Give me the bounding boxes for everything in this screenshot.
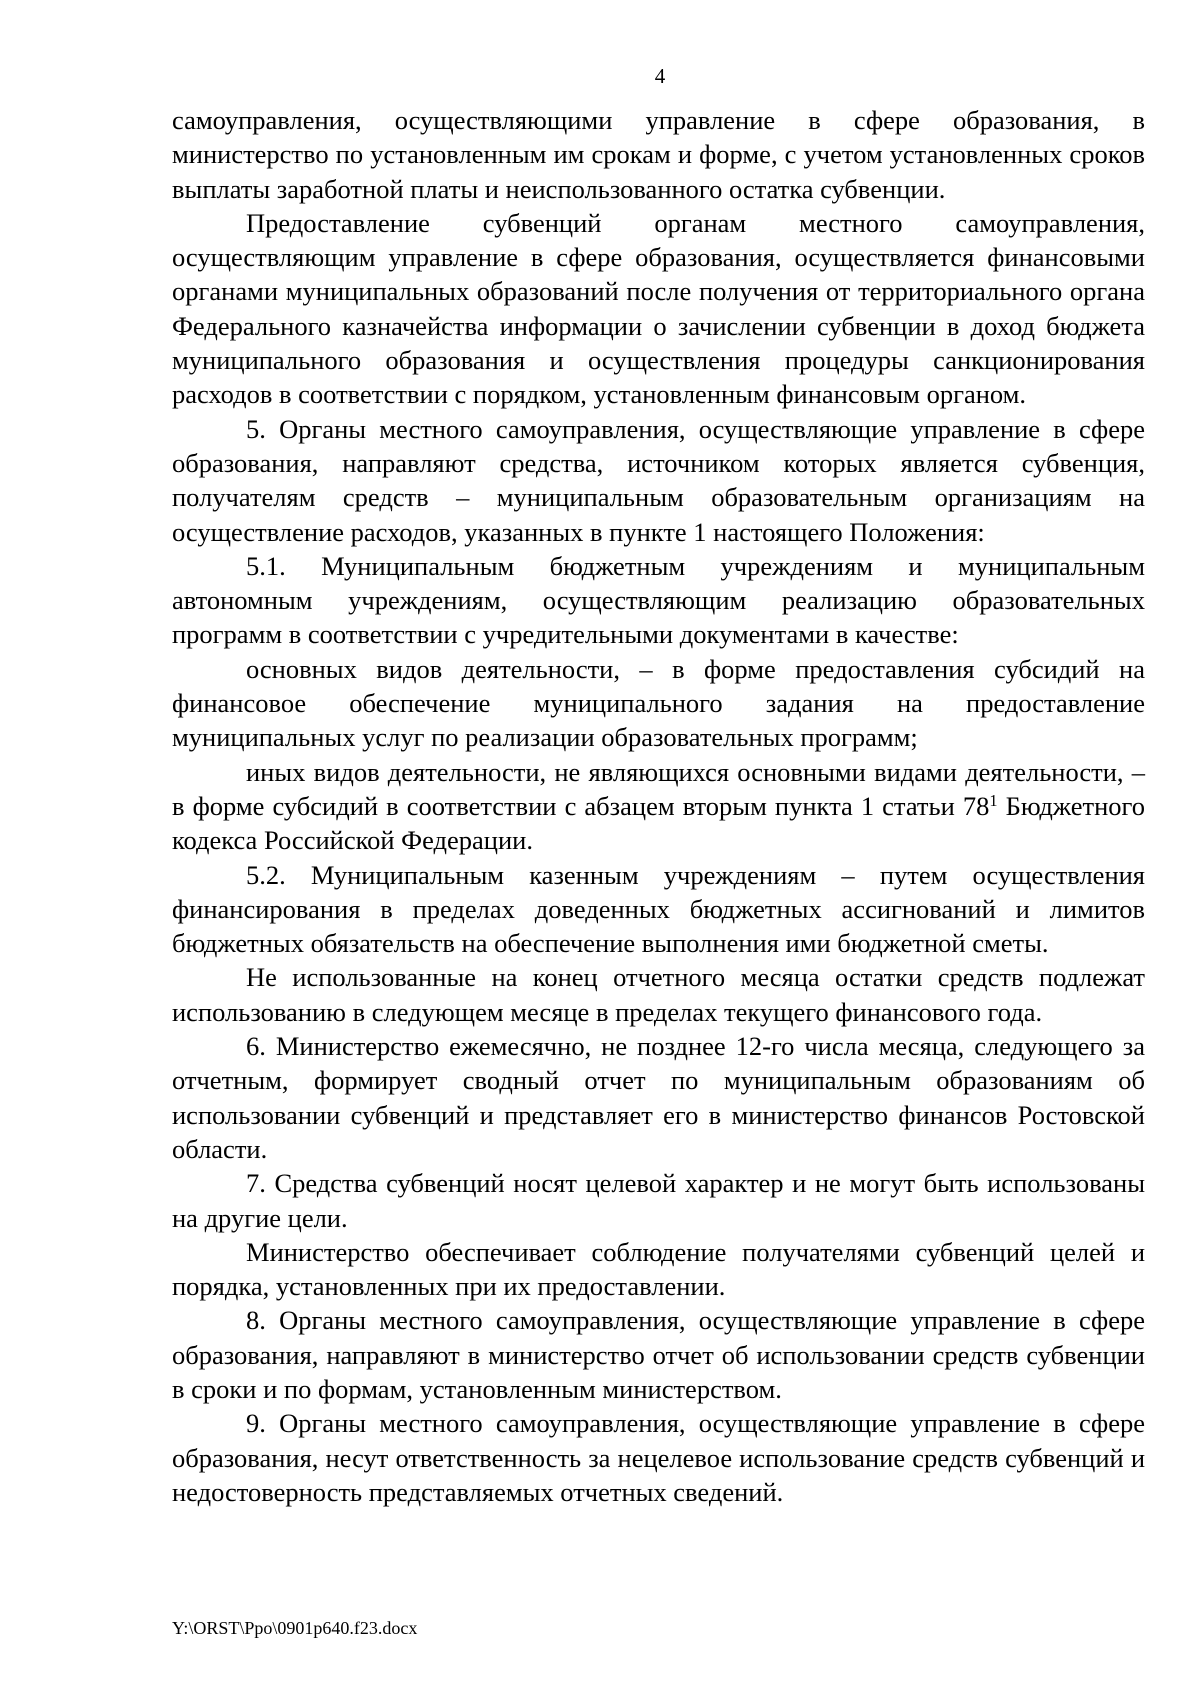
- paragraph-other-activities-text: иных видов деятельности, не являющихся основными видами деятельности, – в форме субсидий в соответствии с абзацем вторым пункта 1 статьи 78: [172, 756, 1145, 821]
- paragraph-main-activities: основных видов деятельности, – в форме предоставления субсидий на финансовое обеспечение муниципального задания на предоставление муниципальных услуг по реализации образовательных программ;: [172, 653, 1145, 753]
- paragraph-item-5-2: 5.2. Муниципальным казенным учреждениям – путем осуществления финансирования в пределах доведенных бюджетных ассигнований и лимитов бюджетных обязательств на обеспечение выполнения ими бюджетной сметы.: [172, 859, 1145, 959]
- paragraph-subvention-provision: Предоставление субвенций органам местного самоуправления, осуществляющим управление в сфере образования, осуществляется финансовыми органами муниципальных образований после получения от территориального органа Федерального казначейства информации о зачислении субвенции в доход бюджета муниципального образования и осуществления процедуры санкционирования расходов в соответствии с порядком, установленным финансовым органом.: [172, 207, 1145, 410]
- page-number: 4: [654, 64, 666, 88]
- paragraph-item-7: 7. Средства субвенций носят целевой характер и не могут быть использованы на другие цели.: [172, 1168, 1145, 1233]
- footer-file-path: Y:\ORST\Ppo\0901p640.f23.docx: [172, 1618, 418, 1638]
- paragraph-item-9: 9. Органы местного самоуправления, осуществляющие управление в сфере образования, несут ответственность за нецелевое использование средств субвенций и недостоверность представляемых отчетных сведений.: [172, 1408, 1145, 1507]
- paragraph-ministry-compliance: Министерство обеспечивает соблюдение получателями субвенций целей и порядка, установленных при их предоставлении.: [172, 1236, 1145, 1302]
- paragraph-item-5: 5. Органы местного самоуправления, осуществляющие управление в сфере образования, направляют средства, источником которых является субвенция, получателям средств – муниципальным образовательным организациям на осуществление расходов, указанных в пункте 1 настоящего Положения:: [172, 413, 1145, 547]
- paragraph-item-8: 8. Органы местного самоуправления, осуществляющие управление в сфере образования, направляют в министерство отчет об использовании средств субвенции в сроки и по формам, установленным министерством.: [172, 1305, 1145, 1404]
- document-body: [172, 103, 1145, 1509]
- paragraph-item-6: 6. Министерство ежемесячно, не позднее 12-го числа месяца, следующего за отчетным, формирует сводный отчет по муниципальным образованиям об использовании субвенций и представляет его в министерство финансов Ростовской области.: [172, 1031, 1145, 1164]
- paragraph-unused-balances: Не использованные на конец отчетного месяца остатки средств подлежат использованию в следующем месяце в пределах текущего финансового года.: [172, 962, 1145, 1027]
- paragraph-item-5-1: 5.1. Муниципальным бюджетным учреждениям и муниципальным автономным учреждениям, осуществляющим реализацию образовательных программ в соответствии с учредительными документами в качестве:: [172, 550, 1145, 650]
- paragraph-other-activities-text-after: Бюджетного кодекса Российской Федерации.: [172, 790, 1145, 856]
- paragraph-other-activities: [172, 755, 1145, 858]
- paragraph-continuation: самоуправления, осуществляющими управление в сфере образования, в министерство по установленным им срокам и форме, с учетом установленных сроков выплаты заработной платы и неиспользованного остатка субвенции.: [172, 105, 1145, 204]
- article-superscript: 1: [989, 790, 998, 810]
